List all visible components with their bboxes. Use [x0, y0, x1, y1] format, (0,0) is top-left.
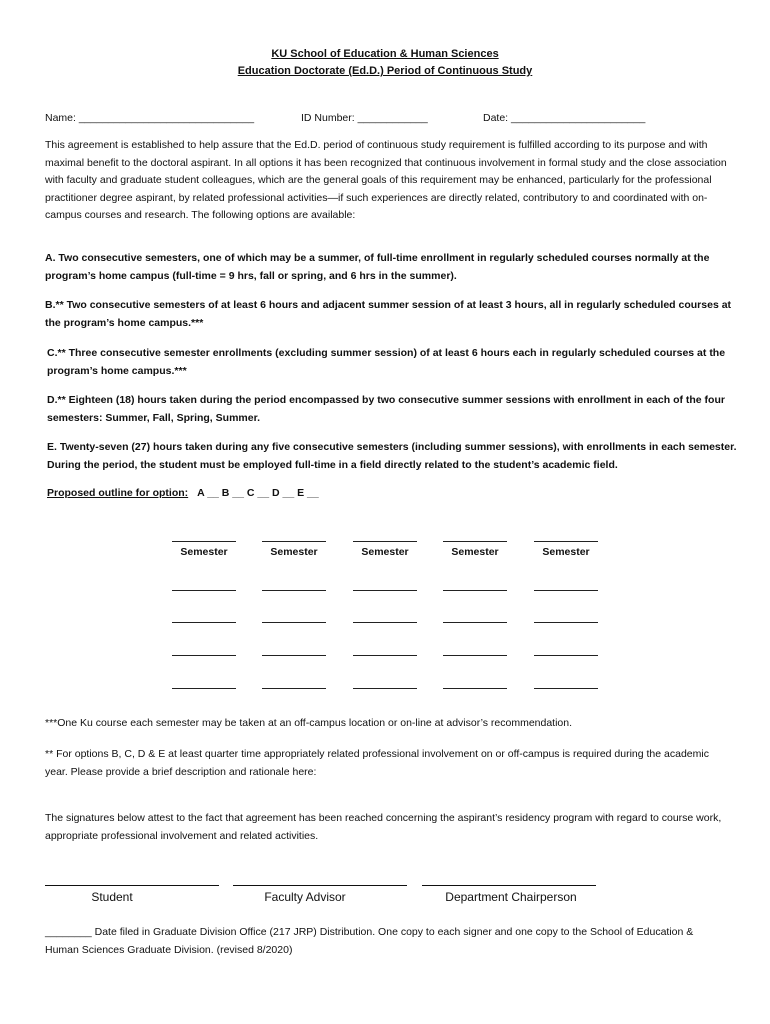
course-blank[interactable] — [534, 578, 598, 591]
course-blank[interactable] — [353, 578, 417, 591]
course-blank[interactable] — [262, 610, 326, 623]
chair-label: Department Chairperson — [445, 890, 577, 904]
course-blank[interactable] — [353, 610, 417, 623]
course-blank[interactable] — [172, 578, 236, 591]
id-number-field[interactable]: ID Number: ____________ — [301, 112, 428, 124]
semester-label: Semester — [361, 546, 409, 558]
course-blank[interactable] — [353, 676, 417, 689]
student-signature-line[interactable] — [45, 885, 219, 886]
course-blank[interactable] — [534, 676, 598, 689]
student-label: Student — [91, 890, 133, 904]
semester-blank[interactable] — [353, 529, 417, 542]
proposed-outline-label: Proposed outline for option: — [47, 487, 189, 499]
semester-blank[interactable] — [262, 529, 326, 542]
option-b: B.** Two consecutive semesters of at least 6 hours and adjacent summer session of at least 3 hours, all in regularly scheduled courses at the program’s home campus.*** — [45, 299, 732, 329]
course-blank[interactable] — [443, 578, 507, 591]
course-blank[interactable] — [534, 643, 598, 656]
option-c: C.** Three consecutive semester enrollments (excluding summer session) of at least 6 hours each in regularly scheduled courses at the program’s home campus.*** — [47, 347, 726, 377]
semester-label: Semester — [542, 546, 590, 558]
date-field[interactable]: Date: _______________________ — [483, 112, 646, 124]
semester-label: Semester — [451, 546, 499, 558]
advisor-signature-line[interactable] — [233, 885, 407, 886]
course-blank[interactable] — [443, 643, 507, 656]
course-blank[interactable] — [172, 676, 236, 689]
course-blank[interactable] — [443, 676, 507, 689]
semester-label: Semester — [180, 546, 228, 558]
footer-distribution: ________ Date filed in Graduate Division Office (217 JRP) Distribution. One copy to each signer and one copy to the School of Education & Human Sciences Graduate Division. (revised 8/2020) — [45, 926, 694, 956]
course-blank[interactable] — [262, 676, 326, 689]
option-a: A. Two consecutive semesters, one of which may be a summer, of full-time enrollment in regularly scheduled courses normally at the program’s home campus (full-time = 9 hrs, fall or spring, and 6 hrs in the summer). — [45, 252, 710, 282]
note-off-campus: ***One Ku course each semester may be taken at an off-campus location or on-line at advisor’s recommendation. — [45, 717, 573, 729]
attest-paragraph: The signatures below attest to the fact that agreement has been reached concerning the aspirant’s residency program with regard to course work, appropriate professional involvement and related activities. — [45, 812, 722, 842]
semester-blank[interactable] — [443, 529, 507, 542]
course-blank[interactable] — [443, 610, 507, 623]
intro-paragraph: This agreement is established to help assure that the Ed.D. period of continuous study requirement is fulfilled according to its purpose and with maximal benefit to the doctoral aspirant. In all options it has been recognized that continuous involvement in formal study and the close association with faculty and graduate student colleagues, which are the general goals of this requirement may be enhanced, particularly for the professional practitioner degree aspirant, by related professional activities—if such experiences are directly related, contributory to and coordinated with on-campus courses and research. The following options are available: — [45, 139, 727, 221]
document-subtitle: Education Doctorate (Ed.D.) Period of Continuous Study — [237, 65, 533, 77]
course-blank[interactable] — [172, 643, 236, 656]
proposed-outline — [47, 487, 319, 499]
course-blank[interactable] — [353, 643, 417, 656]
semester-blank[interactable] — [534, 529, 598, 542]
option-e: E. Twenty-seven (27) hours taken during any five consecutive semesters (including summer sessions), with enrollments in each semester. During the period, the student must be employed full-time in a field directly related to the student’s academic field. — [47, 441, 737, 471]
proposed-outline-choices[interactable]: A __ B __ C __ D __ E __ — [197, 487, 319, 499]
course-blank[interactable] — [534, 610, 598, 623]
semester-label: Semester — [270, 546, 318, 558]
document-title: KU School of Education & Human Sciences — [271, 48, 499, 60]
note-professional-involvement: ** For options B, C, D & E at least quarter time appropriately related professional involvement on or off-campus is required during the academic year. Please provide a brief description and rationale here: — [45, 748, 709, 778]
course-blank[interactable] — [262, 643, 326, 656]
course-blank[interactable] — [172, 610, 236, 623]
semester-blank[interactable] — [172, 529, 236, 542]
name-field[interactable]: Name: ______________________________ — [45, 112, 255, 124]
option-d: D.** Eighteen (18) hours taken during the period encompassed by two consecutive summer sessions with enrollment in each of the four semesters: Summer, Fall, Spring, Summer. — [47, 394, 725, 424]
course-blank[interactable] — [262, 578, 326, 591]
advisor-label: Faculty Advisor — [264, 890, 346, 904]
chair-signature-line[interactable] — [422, 885, 596, 886]
